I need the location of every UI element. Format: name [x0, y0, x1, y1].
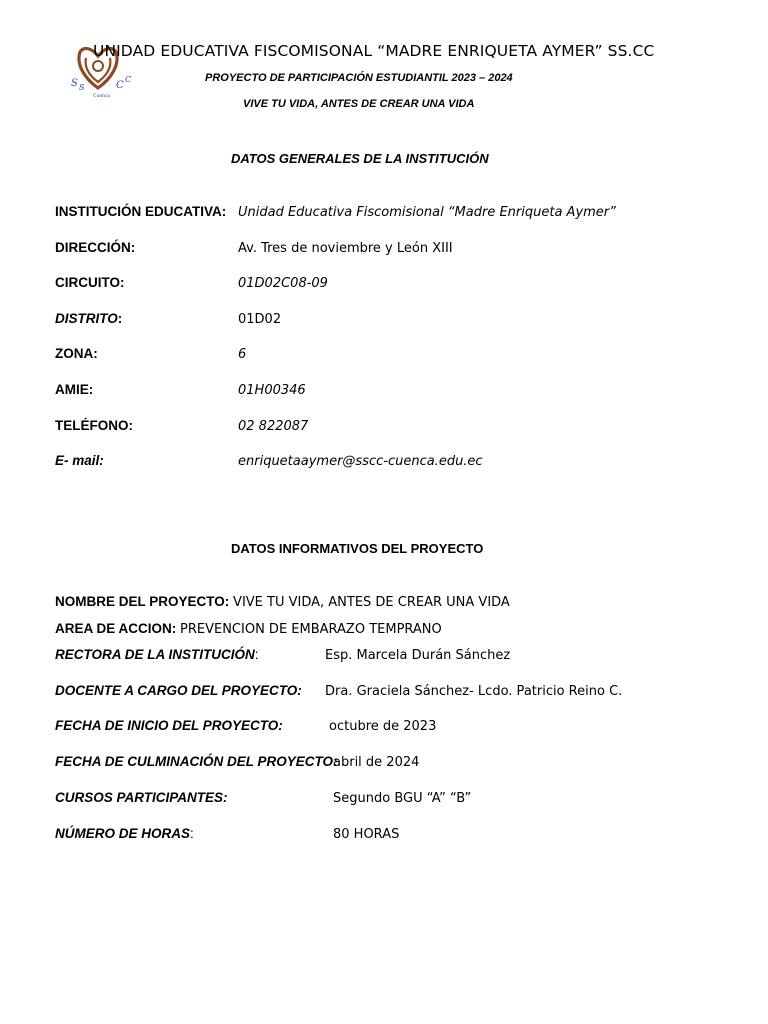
value-address: Av. Tres de noviembre y León XIII	[238, 241, 453, 256]
value-district: 01D02	[238, 312, 282, 327]
value-project-area: PREVENCION DE EMBARAZO TEMPRANO	[180, 622, 442, 637]
project-data-title: DATOS INFORMATIVOS DEL PROYECTO	[231, 541, 484, 556]
logo-letter-c2: C	[125, 75, 132, 84]
value-teacher: Dra. Graciela Sánchez- Lcdo. Patricio Reino C.	[325, 684, 623, 699]
label-hours-text: NÚMERO DE HORAS	[55, 826, 191, 841]
label-district	[55, 311, 122, 326]
value-start-date: octubre de 2023	[329, 719, 437, 734]
value-end-date: abril de 2024	[333, 755, 420, 770]
logo-letter-s1: S	[71, 78, 78, 89]
label-zone: ZONA:	[55, 346, 98, 361]
value-amie: 01H00346	[238, 383, 306, 398]
label-courses: CURSOS PARTICIPANTES:	[55, 790, 228, 805]
label-district-text: DISTRITO	[55, 311, 118, 326]
label-hours-colon: :	[190, 826, 194, 841]
project-area-row	[55, 621, 442, 637]
school-name: UNIDAD EDUCATIVA FISCOMISONAL “MADRE ENRIQUETA AYMER” SS.CC	[93, 42, 655, 60]
value-rector: Esp. Marcela Durán Sánchez	[325, 648, 511, 663]
value-project-name: VIVE TU VIDA, ANTES DE CREAR UNA VIDA	[233, 595, 510, 610]
label-address: DIRECCIÓN:	[55, 240, 136, 255]
value-courses: Segundo BGU “A” “B”	[333, 791, 472, 806]
logo-letter-s2: S	[79, 83, 85, 92]
value-institution: Unidad Educativa Fiscomisional “Madre Enriqueta Aymer”	[238, 205, 616, 220]
label-rector-colon: :	[254, 647, 259, 662]
label-email: E- mail:	[55, 453, 104, 468]
value-zone: 6	[238, 347, 247, 362]
general-data-title: DATOS GENERALES DE LA INSTITUCIÓN	[231, 151, 489, 166]
label-project-area: AREA DE ACCION:	[55, 621, 177, 636]
label-district-colon: :	[117, 311, 123, 326]
label-rector	[55, 647, 259, 662]
label-start-date: FECHA DE INICIO DEL PROYECTO:	[55, 718, 283, 733]
project-motto: VIVE TU VIDA, ANTES DE CREAR UNA VIDA	[243, 98, 475, 110]
label-rector-text: RECTORA DE LA INSTITUCIÓN	[55, 647, 255, 662]
project-name-row	[55, 594, 510, 610]
value-hours: 80 HORAS	[333, 827, 400, 842]
label-phone: TELÉFONO:	[55, 418, 133, 433]
label-project-name: NOMBRE DEL PROYECTO:	[55, 594, 230, 609]
value-circuit: 01D02C08-09	[238, 276, 328, 291]
value-phone: 02 822087	[238, 419, 309, 434]
label-circuit: CIRCUITO:	[55, 275, 125, 290]
project-subtitle: PROYECTO DE PARTICIPACIÓN ESTUDIANTIL 2023 – 2024	[205, 72, 513, 84]
label-institution: INSTITUCIÓN EDUCATIVA:	[55, 204, 227, 219]
logo-letter-c1: C	[116, 80, 124, 91]
value-email: enriquetaaymer@sscc-cuenca.edu.ec	[238, 454, 483, 469]
label-amie: AMIE:	[55, 382, 94, 397]
label-hours	[55, 826, 194, 841]
label-end-date: FECHA DE CULMINACIÓN DEL PROYECTO:	[55, 754, 338, 769]
logo-caption: Cuenca	[93, 94, 111, 99]
label-teacher: DOCENTE A CARGO DEL PROYECTO:	[55, 683, 302, 698]
